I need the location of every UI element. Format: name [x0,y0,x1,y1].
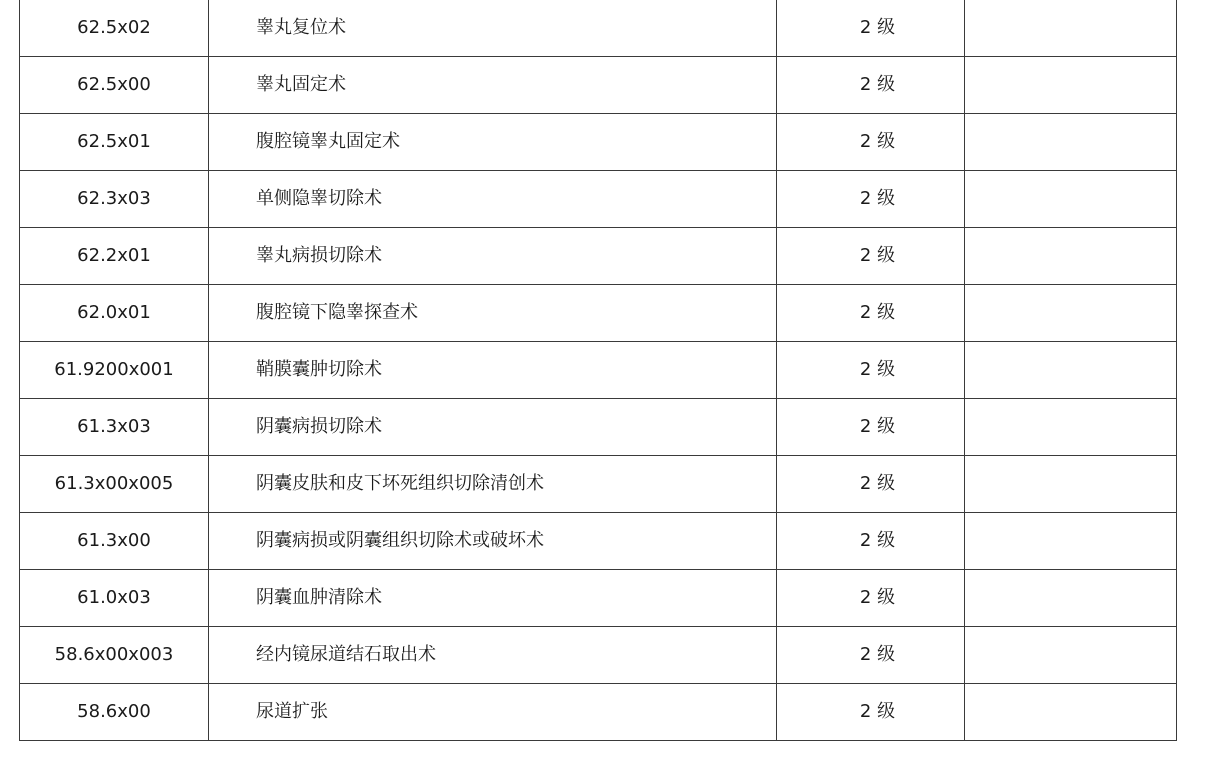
code-cell: 61.3x03 [20,399,209,456]
surgery-name-cell: 尿道扩张 [209,684,777,741]
level-cell: 2 级 [777,171,965,228]
level-cell: 2 级 [777,570,965,627]
table-row [20,627,1177,684]
code-cell: 58.6x00x003 [20,627,209,684]
surgery-name-cell: 阴囊皮肤和皮下坏死组织切除清创术 [209,456,777,513]
code-cell: 62.5x01 [20,114,209,171]
surgery-name-cell: 鞘膜囊肿切除术 [209,342,777,399]
code-cell: 62.2x01 [20,228,209,285]
code-cell: 62.5x02 [20,0,209,57]
table-row [20,57,1177,114]
table-row [20,513,1177,570]
note-cell [965,570,1177,627]
table-body [20,0,1177,741]
level-cell: 2 级 [777,57,965,114]
surgery-name-cell: 睾丸病损切除术 [209,228,777,285]
note-cell [965,0,1177,57]
table-row [20,342,1177,399]
table-row [20,0,1177,57]
code-cell: 61.0x03 [20,570,209,627]
code-cell: 62.0x01 [20,285,209,342]
level-cell: 2 级 [777,228,965,285]
level-cell: 2 级 [777,456,965,513]
table-row [20,228,1177,285]
level-cell: 2 级 [777,285,965,342]
level-cell: 2 级 [777,342,965,399]
table-row [20,570,1177,627]
note-cell [965,57,1177,114]
code-cell: 58.6x00 [20,684,209,741]
note-cell [965,627,1177,684]
level-cell: 2 级 [777,0,965,57]
note-cell [965,171,1177,228]
level-cell: 2 级 [777,399,965,456]
level-cell: 2 级 [777,513,965,570]
table-row [20,684,1177,741]
code-cell: 61.3x00x005 [20,456,209,513]
code-cell: 61.9200x001 [20,342,209,399]
note-cell [965,456,1177,513]
table-row [20,114,1177,171]
table-row [20,285,1177,342]
surgery-name-cell: 单侧隐睾切除术 [209,171,777,228]
note-cell [965,399,1177,456]
surgery-name-cell: 腹腔镜下隐睾探查术 [209,285,777,342]
surgery-name-cell: 经内镜尿道结石取出术 [209,627,777,684]
surgery-name-cell: 阴囊血肿清除术 [209,570,777,627]
note-cell [965,285,1177,342]
note-cell [965,684,1177,741]
level-cell: 2 级 [777,627,965,684]
surgery-name-cell: 阴囊病损切除术 [209,399,777,456]
surgery-name-cell: 睾丸复位术 [209,0,777,57]
code-cell: 62.5x00 [20,57,209,114]
table-row [20,456,1177,513]
surgery-name-cell: 腹腔镜睾丸固定术 [209,114,777,171]
note-cell [965,114,1177,171]
note-cell [965,228,1177,285]
level-cell: 2 级 [777,114,965,171]
code-cell: 62.3x03 [20,171,209,228]
surgery-name-cell: 阴囊病损或阴囊组织切除术或破坏术 [209,513,777,570]
note-cell [965,342,1177,399]
table-row [20,171,1177,228]
surgery-name-cell: 睾丸固定术 [209,57,777,114]
code-cell: 61.3x00 [20,513,209,570]
note-cell [965,513,1177,570]
table-row [20,399,1177,456]
surgery-table [19,0,1177,741]
level-cell: 2 级 [777,684,965,741]
